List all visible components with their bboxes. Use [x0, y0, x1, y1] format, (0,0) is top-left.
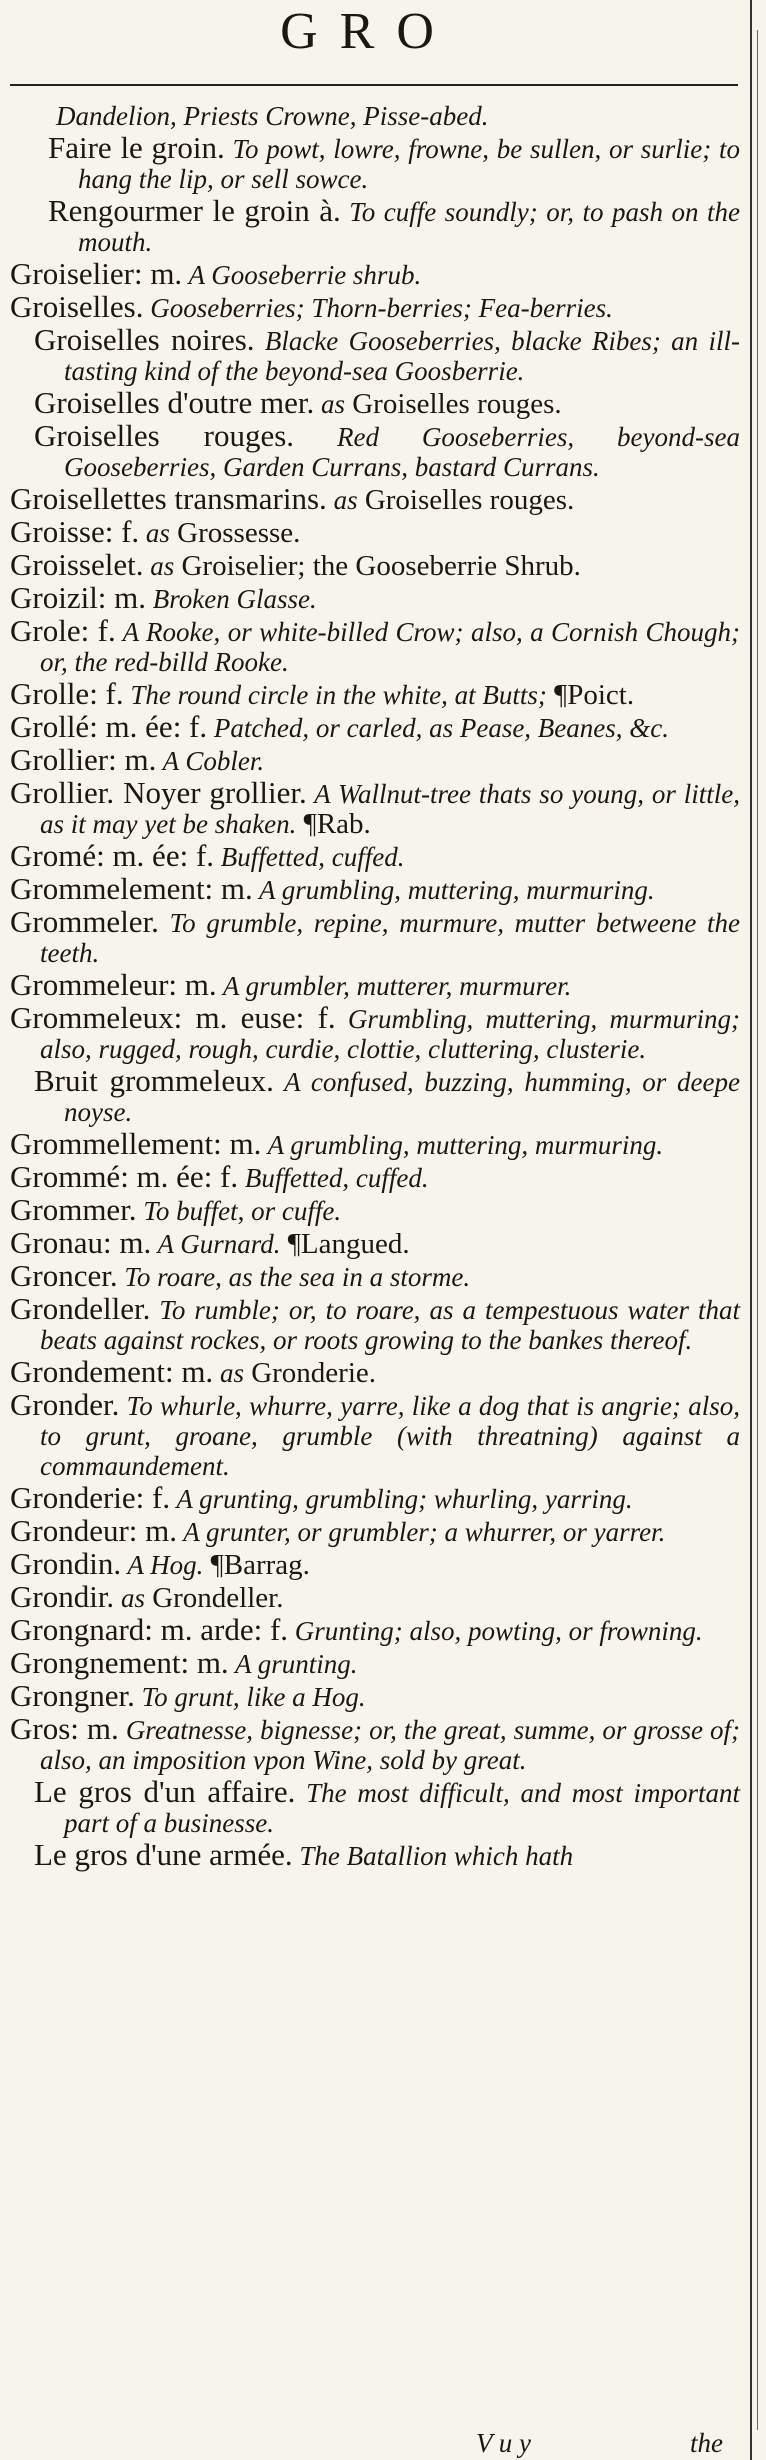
dictionary-entry: [10, 838, 740, 873]
entry-note: Grossesse.: [169, 517, 301, 549]
dictionary-entry: [10, 547, 740, 582]
catchword: the: [690, 2428, 723, 2458]
dictionary-entry: [10, 1513, 740, 1548]
dictionary-entry: [10, 871, 740, 906]
definition: Patched, or carled, as Pease, Beanes, &c.: [207, 713, 670, 743]
definition: A grumbling, muttering, murmuring.: [261, 1130, 664, 1160]
definition: The most difficult, and most important part of a businesse.: [64, 1778, 740, 1838]
definition: as: [143, 551, 175, 581]
headword: Groiselles noires.: [34, 322, 255, 357]
headword: Grommeleur: m.: [10, 967, 217, 1002]
dictionary-entry: [34, 1837, 740, 1872]
definition: A confused, buzzing, humming, or deepe noyse.: [64, 1067, 741, 1127]
entry-list: [0, 100, 740, 1873]
definition: To grunt, like a Hog.: [134, 1682, 366, 1712]
dictionary-entry: [48, 130, 740, 194]
dictionary-entry: [10, 1159, 740, 1194]
definition: To grumble, repine, murmure, mutter betweene the teeth.: [40, 908, 740, 968]
page-header: GRO: [280, 3, 456, 60]
headword: Gronau: m.: [10, 1225, 152, 1260]
definition: To rumble; or, to roare, as a tempestuous water that beats against rockes, or roots growing to the bankes thereof.: [40, 1295, 740, 1355]
right-margin-rule: [750, 0, 752, 2460]
definition: Broken Glasse.: [146, 584, 317, 614]
dictionary-entry: [10, 1354, 740, 1389]
dictionary-entry: [10, 1546, 740, 1581]
dictionary-entry: [34, 1063, 741, 1127]
headword: Grondeur: m.: [10, 1513, 178, 1548]
headword: Faire le groin.: [48, 130, 225, 165]
headword: Gromé: m. ée: f.: [10, 838, 215, 873]
definition: A Rooke, or white-billed Crow; also, a Cornish Chough; or, the red-billd Rooke.: [40, 617, 740, 677]
definition: Grumbling, muttering, murmuring; also, rugged, rough, curdie, clottie, cluttering, clusterie.: [40, 1004, 740, 1064]
dictionary-entry: [34, 322, 740, 386]
dictionary-entry: [10, 1711, 740, 1775]
entry-note: ¶Poict.: [546, 679, 635, 711]
definition: as: [314, 389, 345, 419]
headword: Grongnement: m.: [10, 1645, 229, 1680]
definition: Greatnesse, bignesse; or, the great, summe, or grosse of; also, an imposition vpon Wine, sold by great.: [40, 1715, 740, 1775]
headword: Le gros d'une armée.: [34, 1837, 293, 1872]
entry-note: ¶Barrag.: [203, 1549, 310, 1581]
headword: Groiselles rouges.: [34, 418, 295, 453]
definition: Dandelion, Priests Crowne, Pisse-abed.: [56, 101, 489, 131]
entry-note: Grondeller.: [144, 1582, 284, 1614]
headword: Grollé: m. ée: f.: [10, 709, 208, 744]
definition: To powt, lowre, frowne, be sullen, or surlie; to hang the lip, or sell sowce.: [78, 134, 740, 194]
definition: The Batallion which hath: [292, 1841, 574, 1871]
headword: Grongner.: [10, 1678, 135, 1713]
headword: Grommer.: [10, 1192, 137, 1227]
headword: Grollier. Noyer grollier.: [10, 775, 307, 810]
headword: Groisse: f.: [10, 514, 140, 549]
definition: Gooseberries; Thorn-berries; Fea-berries.: [143, 293, 613, 323]
definition: as: [213, 1358, 244, 1388]
dictionary-entry: [10, 1579, 740, 1614]
definition: A grumbler, mutterer, murmurer.: [216, 971, 572, 1001]
headword: Groisselet.: [10, 547, 144, 582]
definition: A Gurnard.: [151, 1229, 281, 1259]
definition: To roare, as the sea in a storme.: [117, 1262, 471, 1292]
dictionary-entry: [10, 1387, 740, 1481]
headword: Groisellettes transmarins.: [10, 481, 327, 516]
dictionary-entry: [10, 1192, 740, 1227]
headword: Grongnard: m. arde: f.: [10, 1612, 289, 1647]
entry-note: Groiselles rouges.: [357, 484, 575, 516]
dictionary-entry: [10, 256, 740, 291]
headword: Groiselier: m.: [10, 256, 183, 291]
headword: Grommeleux: m. euse: f.: [10, 1000, 336, 1035]
dictionary-entry: [10, 1126, 740, 1161]
headword: Grondement: m.: [10, 1354, 214, 1389]
header-rule: [10, 84, 738, 86]
definition: Grunting; also, powting, or frowning.: [288, 1616, 703, 1646]
dictionary-entry: [34, 385, 740, 420]
headword: Grondin.: [10, 1546, 122, 1581]
dictionary-entry: [34, 418, 740, 482]
dictionary-entry: [10, 1612, 740, 1647]
definition: A Wallnut-tree thats so young, or little, as it may yet be shaken.: [40, 779, 740, 839]
entry-note: Groiselles rouges.: [344, 388, 562, 420]
dictionary-entry: [10, 742, 740, 777]
definition: as: [139, 518, 170, 548]
entry-note: ¶Langued.: [280, 1228, 410, 1260]
dictionary-entry: [10, 1291, 740, 1355]
dictionary-entry: [10, 1645, 740, 1680]
dictionary-entry: [10, 967, 740, 1002]
headword: Grole: f.: [10, 613, 116, 648]
entry-note: Groiselier; the Gooseberrie Shrub.: [174, 550, 581, 582]
headword: Grondir.: [10, 1579, 115, 1614]
headword: Grollier: m.: [10, 742, 157, 777]
headword: Grolle: f.: [10, 676, 124, 711]
headword: Groiselles.: [10, 289, 144, 324]
dictionary-entry: [10, 1678, 740, 1713]
dictionary-entry: [10, 709, 740, 744]
definition: A grunter, or grumbler; a whurrer, or yarrer.: [177, 1517, 666, 1547]
headword: Grondeller.: [10, 1291, 151, 1326]
dictionary-entry: [56, 100, 740, 131]
definition: Red Gooseberries, beyond-sea Gooseberries, Garden Currans, bastard Currans.: [64, 422, 740, 482]
headword: Le gros d'un affaire.: [34, 1774, 296, 1809]
page-footer: [0, 2428, 766, 2460]
headword: Bruit grommeleux.: [34, 1063, 274, 1098]
definition: A Cobler.: [156, 746, 265, 776]
headword: Groncer.: [10, 1258, 118, 1293]
dictionary-entry: [34, 1774, 740, 1838]
definition: A grunting.: [228, 1649, 358, 1679]
headword: Groiselles d'outre mer.: [34, 385, 315, 420]
dictionary-entry: [10, 1000, 740, 1064]
headword: Grommeler.: [10, 904, 159, 939]
dictionary-entry: [10, 481, 740, 516]
definition: The round circle in the white, at Butts;: [123, 680, 547, 710]
headword: Grommé: m. ée: f.: [10, 1159, 239, 1194]
headword: Grommelement: m.: [10, 871, 253, 906]
dictionary-entry: [10, 580, 740, 615]
definition: as: [326, 485, 358, 515]
headword: Gronder.: [10, 1387, 120, 1422]
definition: A Hog.: [121, 1550, 204, 1580]
headword: Rengourmer le groin à.: [48, 193, 341, 228]
definition: A grunting, grumbling; whurling, yarring.: [170, 1484, 633, 1514]
definition: as: [114, 1583, 145, 1613]
dictionary-entry: [10, 1258, 740, 1293]
headword: Gronderie: f.: [10, 1480, 171, 1515]
headword: Grommellement: m.: [10, 1126, 262, 1161]
dictionary-entry: [10, 514, 740, 549]
entry-note: ¶Rab.: [296, 808, 371, 840]
headword: Groizil: m.: [10, 580, 147, 615]
headword: Gros: m.: [10, 1711, 119, 1746]
dictionary-entry: [10, 613, 740, 677]
definition: A Gooseberrie shrub.: [182, 260, 422, 290]
entry-note: Gronderie.: [243, 1357, 377, 1389]
definition: Buffetted, cuffed.: [238, 1163, 429, 1193]
definition: To buffet, or cuffe.: [136, 1196, 342, 1226]
dictionary-entry: [10, 289, 740, 324]
dictionary-entry: [10, 775, 740, 840]
dictionary-entry: [10, 1225, 740, 1260]
dictionary-entry: [48, 193, 740, 257]
dictionary-entry: [10, 1480, 740, 1515]
definition: To cuffe soundly; or, to pash on the mouth.: [78, 197, 740, 257]
signature-mark: V u y: [476, 2428, 531, 2458]
right-margin-rule-inner: [757, 30, 758, 2430]
dictionary-entry: [10, 904, 740, 968]
definition: Blacke Gooseberries, blacke Ribes; an ill-tasting kind of the beyond-sea Goosberrie.: [64, 326, 740, 386]
definition: To whurle, whurre, yarre, like a dog that is angrie; also, to grunt, groane, grumble (with threatning) against a commaundement.: [40, 1391, 740, 1481]
dictionary-entry: [10, 676, 740, 711]
definition: Buffetted, cuffed.: [214, 842, 405, 872]
definition: A grumbling, muttering, murmuring.: [252, 875, 655, 905]
